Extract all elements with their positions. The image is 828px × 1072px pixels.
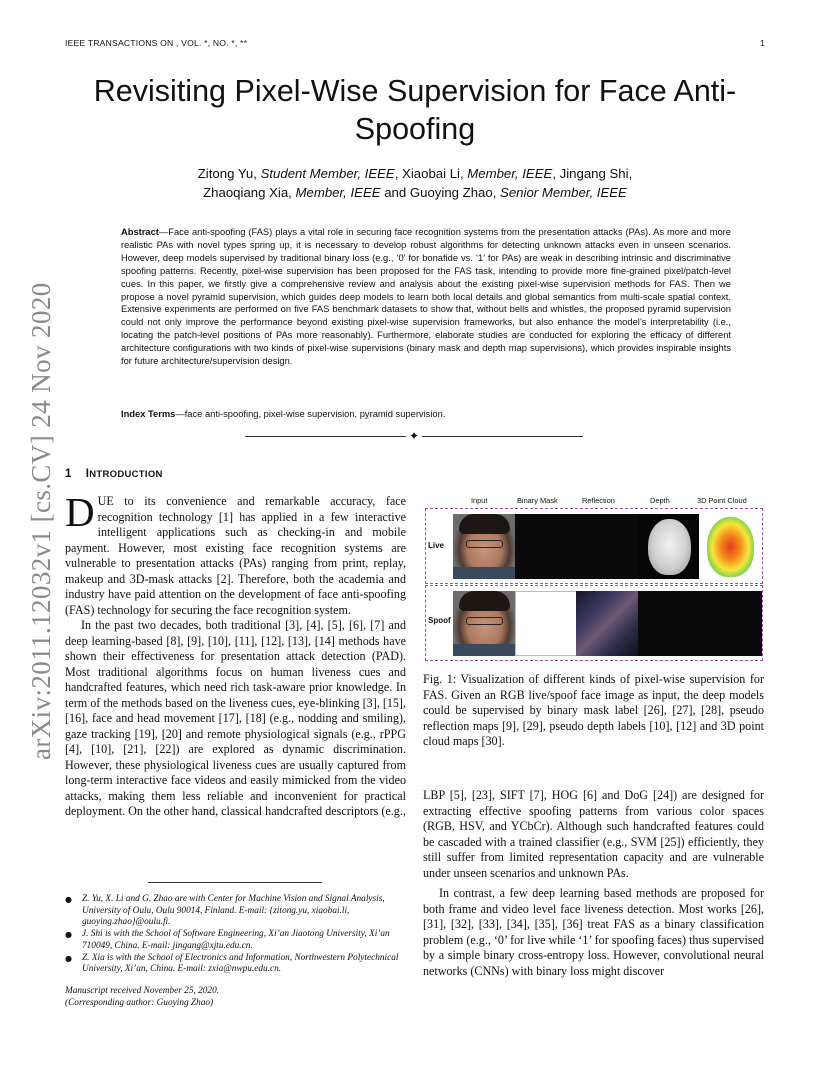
abstract-text: —Face anti-spoofing (FAS) plays a vital role in securing face recognition systems from the presentation attacks (PAs). As more and more realistic PAs with novel types spring up, it is necessary to develop robust algorithms for detecting unknown attacks even in unseen scenarios. However, deep models supervised by traditional binary loss (e.g., ‘0’ for bonafide vs. ‘1’ for PAs) are weak in describing intrinsic and discriminative spoofing patterns. Recently, pixel-wise supervision has been proposed for the FAS task, intending to provide more fine-grained pixel/patch-level cues. In this paper, we firstly give a comprehensive review and analysis about the existing pixel-wise supervision methods for FAS. Then we propose a novel pyramid supervision, which guides deep models to learn both local details and global semantics from multi-scale spatial context. Extensive experiments are performed on five FAS benchmark datasets to show that, without bells and whistles, the proposed pyramid supervision could not only improve the performance beyond existing pixel-wise supervision frameworks, but also enhance the model’s interpretability (i.e., locating the patch-level positions of PAs more reasonably). Furthermore, elaborate studies are conducted for exploring the efficacy of different architecture configurations with two kinds of pixel-wise supervisions (binary mask and depth map supervisions), which provides inspirable insights for future architecture/supervision design. bbox=[121, 227, 731, 367]
author-role: Member, IEEE bbox=[295, 185, 381, 200]
spoof-face-image bbox=[453, 591, 516, 656]
bullet-icon: ● bbox=[65, 895, 72, 904]
column-header-depth: Depth bbox=[650, 496, 670, 505]
paragraph bbox=[65, 489, 406, 618]
footnote-text: Z. Xia is with the School of Electronics and Information, Northwestern Polytechnical University, Xi’an, China. E-mail: zxia@nwpu.edu.cn. bbox=[82, 952, 399, 975]
column-header-point-cloud: 3D Point Cloud bbox=[697, 496, 747, 505]
live-depth-map bbox=[638, 514, 701, 579]
author-role: Senior Member, IEEE bbox=[500, 185, 627, 200]
bullet-icon: ● bbox=[65, 930, 72, 940]
footnote-text: J. Shi is with the School of Software Engineering, Xi’an Jiaotong University, Xi’an 710049, China. E-mail: jingang@xjtu.edu.cn. bbox=[82, 929, 390, 951]
paragraph: In contrast, a few deep learning based methods are proposed for both frame and video level face liveness detection. Most works [26], [31], [32], [33], [34], [35], [36] treat FAS as a binary classification problem (e.g., ‘0’ for live while ‘1’ for spoofing faces) thus supervised by a simple binary cross-entropy loss. However, convolutional neural networks (CNNs) with binary loss might discover bbox=[423, 886, 764, 978]
section-number: 1 bbox=[65, 468, 72, 480]
section-title-rest: NTRODUCTION bbox=[89, 469, 163, 480]
page-number: 1 bbox=[760, 38, 765, 48]
arxiv-identifier: arXiv:2011.12032v1 [cs.CV] 24 Nov 2020 bbox=[26, 282, 56, 760]
manuscript-received: Manuscript received November 25, 2020. bbox=[65, 986, 220, 996]
row-label-live: Live bbox=[428, 541, 445, 550]
author-name: Zitong Yu, bbox=[197, 166, 261, 181]
right-column bbox=[423, 788, 764, 979]
paragraph: In the past two decades, both traditional [3], [4], [5], [6], [7] and deep learning-based [8], [9], [10], [11], [12], [13], [14] methods have shown their effectiveness for presentation attack detection (PAD). Most traditional algorithms focus on human liveness cues and handcrafted features, which need rich task-aware prior knowledge. In term of the methods based on the liveness cues, eye-blinking [3], [15], [16], face and head movement [17], [18] (e.g., nodding and smiling), gaze tracking [19], [20] and remote physiological signals (e.g., rPPG [4], [10], [21], [22]) are explored as dynamic discrimination. However, these physiological liveness cues are usually captured from long-term interactive face videos and easily mimicked from the video attacks, making them less reliable and inconvenient for practical deployment. On the other hand, classical handcrafted descriptors (e.g., bbox=[65, 618, 406, 818]
live-reflection-map bbox=[576, 514, 639, 579]
author-role: Student Member, IEEE bbox=[260, 166, 395, 181]
drop-cap: D bbox=[65, 489, 95, 535]
figure-column-headers bbox=[423, 496, 764, 506]
author-name: , Xiaobai Li, bbox=[394, 166, 468, 181]
figure-row-spoof bbox=[425, 585, 763, 661]
figure-row-live bbox=[425, 508, 763, 584]
spoof-point-cloud bbox=[699, 591, 762, 656]
spoof-depth-map bbox=[638, 591, 701, 656]
journal-name: IEEE TRANSACTIONS ON , VOL. *, NO. *, ** bbox=[65, 38, 248, 48]
abstract-label: Abstract bbox=[121, 227, 159, 237]
bullet-icon: ● bbox=[65, 953, 72, 963]
column-header-binary-mask: Binary Mask bbox=[517, 496, 558, 505]
column-header-input: Input bbox=[471, 496, 488, 505]
column-header-reflection: Reflection bbox=[582, 496, 615, 505]
author-list bbox=[65, 164, 765, 202]
index-terms bbox=[121, 408, 731, 421]
spoof-binary-mask bbox=[515, 591, 578, 656]
author-line-1 bbox=[65, 164, 765, 183]
paragraph-text: to its convenience and remarkable accuracy, face recognition technology [1] has applied in a few interactive intelligent applications such as checking-in and mobile payment. However, most existing face recognition systems are vulnerable to presentation attacks (PAs) ranging from print, replay, makeup and 3D-mask attacks [2]. Therefore, both the academia and industry have paid attention on the development of face anti-spoofing (FAS) technology for securing the face recognition system. bbox=[65, 494, 406, 617]
author-line-2 bbox=[65, 183, 765, 202]
author-name: , Jingang Shi, bbox=[552, 166, 633, 181]
abstract bbox=[121, 226, 731, 368]
footnote bbox=[65, 894, 406, 929]
spoof-reflection-map bbox=[576, 591, 639, 656]
author-name: Zhaoqiang Xia, bbox=[203, 185, 296, 200]
author-name: and Guoying Zhao, bbox=[380, 185, 501, 200]
footnote bbox=[65, 953, 406, 976]
footnote-rule bbox=[148, 882, 322, 883]
index-terms-label: Index Terms bbox=[121, 409, 176, 419]
manuscript-note bbox=[65, 986, 406, 1009]
left-column bbox=[65, 489, 406, 820]
index-terms-text: —face anti-spoofing, pixel-wise supervision, pyramid supervision. bbox=[175, 409, 446, 419]
section-title-initial: I bbox=[85, 468, 90, 480]
footnotes bbox=[65, 894, 406, 976]
lead-in: UE bbox=[97, 494, 114, 508]
running-header bbox=[65, 38, 765, 48]
corresponding-author: (Corresponding author: Guoying Zhao) bbox=[65, 997, 214, 1008]
divider-ornament: ✦ bbox=[406, 428, 422, 444]
footnote-text: Z. Yu, X. Li and G. Zhao are with Center for Machine Vision and Signal Analysis, University of Oulu, Oulu 90014, Finland. E-mail: {zitong.yu, xiaobai.li, guoying.zhao}@oulu.fi. bbox=[82, 894, 385, 928]
paper-title: Revisiting Pixel-Wise Supervision for Face Anti-Spoofing bbox=[93, 74, 737, 146]
live-point-cloud bbox=[699, 514, 762, 579]
live-binary-mask bbox=[515, 514, 578, 579]
figure-caption: Fig. 1: Visualization of different kinds of pixel-wise supervision for FAS. Given an RGB live/spoof face image as input, the deep models could be supervised by binary mask label [26], [27], [28], pseudo reflection maps [9], [29], pseudo depth labels [10], [12] and 3D point cloud maps [30]. bbox=[423, 672, 764, 749]
live-face-image bbox=[453, 514, 516, 579]
row-label-spoof: Spoof bbox=[428, 616, 451, 625]
footnote bbox=[65, 929, 406, 952]
figure-1 bbox=[423, 494, 764, 660]
author-role: Member, IEEE bbox=[467, 166, 553, 181]
paragraph: LBP [5], [23], SIFT [7], HOG [6] and DoG [24]) are designed for extracting effective spoofing patterns from various color spaces (RGB, HSV, and YCbCr). Although such handcrafted features could be cascaded with a trained classifier (e.g., SVM [25]) efficiently, they still suffer from limited representation capacity and are vulnerable under unseen scenarios and unknown PAs. bbox=[423, 788, 764, 880]
section-heading bbox=[65, 468, 163, 480]
